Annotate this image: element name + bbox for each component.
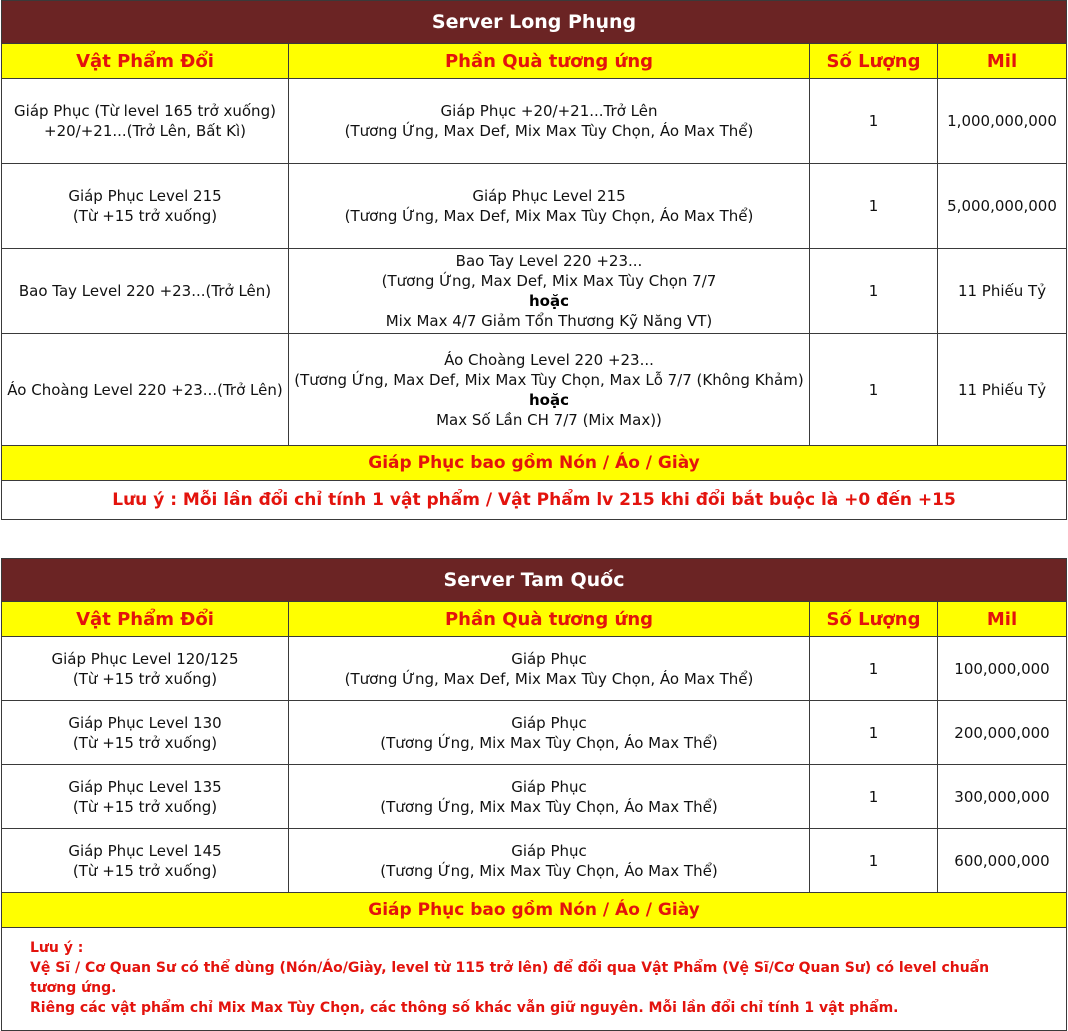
qty-cell: 1	[810, 164, 938, 249]
col-header-reward: Phần Quà tương ứng	[289, 44, 810, 79]
includes-note: Giáp Phục bao gồm Nón / Áo / Giày	[2, 893, 1067, 928]
mil-cell: 600,000,000	[938, 829, 1067, 893]
reward-cell	[289, 637, 810, 701]
mil-cell: 11 Phiếu Tỷ	[938, 334, 1067, 446]
qty-cell: 1	[810, 249, 938, 334]
item-cell	[2, 765, 289, 829]
mil-cell: 11 Phiếu Tỷ	[938, 249, 1067, 334]
table-row	[2, 334, 1067, 446]
reward-line: Giáp Phục +20/+21...Trở Lên	[440, 102, 658, 120]
reward-line: Giáp Phục	[511, 713, 587, 732]
item-line: Áo Choàng Level 220 +23...(Trở Lên)	[7, 380, 283, 399]
item-line: Giáp Phục Level 215	[68, 187, 222, 205]
note-line: Vệ Sĩ / Cơ Quan Sư có thể dùng (Nón/Áo/Giày, level từ 115 trở lên) để đổi qua Vật Phẩm (Vệ Sĩ/Cơ Quan Sư) có level chuẩn tương ứng.	[30, 960, 990, 996]
long-phung-title: Server Long Phụng	[2, 1, 1067, 44]
item-line: Giáp Phục Level 135	[68, 777, 222, 796]
item-line: (Từ +15 trở xuống)	[72, 207, 218, 225]
reward-line: Áo Choàng Level 220 +23...	[444, 350, 654, 369]
reward-cell	[289, 164, 810, 249]
col-header-item: Vật Phẩm Đổi	[2, 44, 289, 79]
qty-cell: 1	[810, 701, 938, 765]
reward-line: (Tương Ứng, Mix Max Tùy Chọn, Áo Max Thể)	[380, 861, 718, 880]
reward-line: Giáp Phục	[511, 777, 587, 796]
item-cell	[2, 701, 289, 765]
reward-line: (Tương Ứng, Max Def, Mix Max Tùy Chọn, Áo Max Thể)	[344, 669, 754, 688]
qty-cell: 1	[810, 637, 938, 701]
item-line: (Từ +15 trở xuống)	[72, 733, 218, 752]
includes-note: Giáp Phục bao gồm Nón / Áo / Giày	[2, 446, 1067, 481]
col-header-reward: Phần Quà tương ứng	[289, 602, 810, 637]
table-row	[2, 829, 1067, 893]
mil-cell: 100,000,000	[938, 637, 1067, 701]
col-header-qty: Số Lượng	[810, 602, 938, 637]
item-cell	[2, 164, 289, 249]
reward-cell	[289, 79, 810, 164]
col-header-qty: Số Lượng	[810, 44, 938, 79]
mil-cell: 1,000,000,000	[938, 79, 1067, 164]
qty-cell: 1	[810, 334, 938, 446]
item-line: Giáp Phục Level 120/125	[51, 649, 239, 668]
item-cell	[2, 79, 289, 164]
reward-line: Giáp Phục	[511, 841, 587, 860]
reward-cell	[289, 701, 810, 765]
reward-cell	[289, 829, 810, 893]
item-line: Giáp Phục (Từ level 165 trở xuống)	[14, 102, 276, 120]
exchange-note: Lưu ý : Mỗi lần đổi chỉ tính 1 vật phẩm / Vật Phẩm lv 215 khi đổi bắt buộc là +0 đến +15	[2, 481, 1067, 520]
reward-cell	[289, 765, 810, 829]
item-cell	[2, 829, 289, 893]
table-row	[2, 79, 1067, 164]
item-line: Giáp Phục Level 145	[68, 841, 222, 860]
reward-line: (Tương Ứng, Max Def, Mix Max Tùy Chọn 7/7	[381, 272, 717, 290]
exchange-note	[2, 928, 1067, 1031]
reward-line: (Tương Ứng, Max Def, Mix Max Tùy Chọn, Áo Max Thể)	[344, 122, 754, 140]
reward-or: hoặc	[529, 390, 569, 409]
mil-cell: 200,000,000	[938, 701, 1067, 765]
qty-cell: 1	[810, 79, 938, 164]
item-cell	[2, 637, 289, 701]
item-line: Bao Tay Level 220 +23...(Trở Lên)	[18, 282, 272, 300]
reward-line: (Tương Ứng, Max Def, Mix Max Tùy Chọn, Max Lỗ 7/7 (Không Khảm)	[294, 370, 804, 389]
mil-cell: 300,000,000	[938, 765, 1067, 829]
reward-line: (Tương Ứng, Mix Max Tùy Chọn, Áo Max Thể)	[380, 797, 718, 816]
item-line: (Từ +15 trở xuống)	[72, 669, 218, 688]
col-header-item: Vật Phẩm Đổi	[2, 602, 289, 637]
tam-quoc-table	[1, 558, 1067, 1031]
table-row	[2, 701, 1067, 765]
reward-line: Giáp Phục Level 215	[472, 187, 626, 205]
reward-or: hoặc	[529, 292, 569, 310]
reward-line: Max Số Lần CH 7/7 (Mix Max))	[436, 410, 662, 429]
qty-cell: 1	[810, 765, 938, 829]
reward-line: (Tương Ứng, Mix Max Tùy Chọn, Áo Max Thể)	[380, 733, 718, 752]
item-line: (Từ +15 trở xuống)	[72, 861, 218, 880]
col-header-mil: Mil	[938, 44, 1067, 79]
long-phung-table	[1, 0, 1067, 520]
reward-line: Giáp Phục	[511, 649, 587, 668]
reward-line: (Tương Ứng, Max Def, Mix Max Tùy Chọn, Áo Max Thể)	[344, 207, 754, 225]
item-line: +20/+21...(Trở Lên, Bất Kì)	[44, 122, 246, 140]
table-row	[2, 637, 1067, 701]
reward-line: Bao Tay Level 220 +23...	[455, 252, 643, 270]
mil-cell: 5,000,000,000	[938, 164, 1067, 249]
note-line: Lưu ý :	[30, 940, 84, 956]
item-cell	[2, 334, 289, 446]
reward-cell	[289, 334, 810, 446]
qty-cell: 1	[810, 829, 938, 893]
reward-cell	[289, 249, 810, 334]
note-line: Riêng các vật phẩm chỉ Mix Max Tùy Chọn, các thông số khác vẫn giữ nguyên. Mỗi lần đổi chỉ tính 1 vật phẩm.	[30, 1000, 899, 1016]
col-header-mil: Mil	[938, 602, 1067, 637]
table-row	[2, 249, 1067, 334]
item-cell	[2, 249, 289, 334]
table-row	[2, 164, 1067, 249]
item-line: Giáp Phục Level 130	[68, 713, 222, 732]
item-line: (Từ +15 trở xuống)	[72, 797, 218, 816]
table-row	[2, 765, 1067, 829]
tam-quoc-title: Server Tam Quốc	[2, 559, 1067, 602]
reward-line: Mix Max 4/7 Giảm Tổn Thương Kỹ Năng VT)	[385, 312, 713, 330]
